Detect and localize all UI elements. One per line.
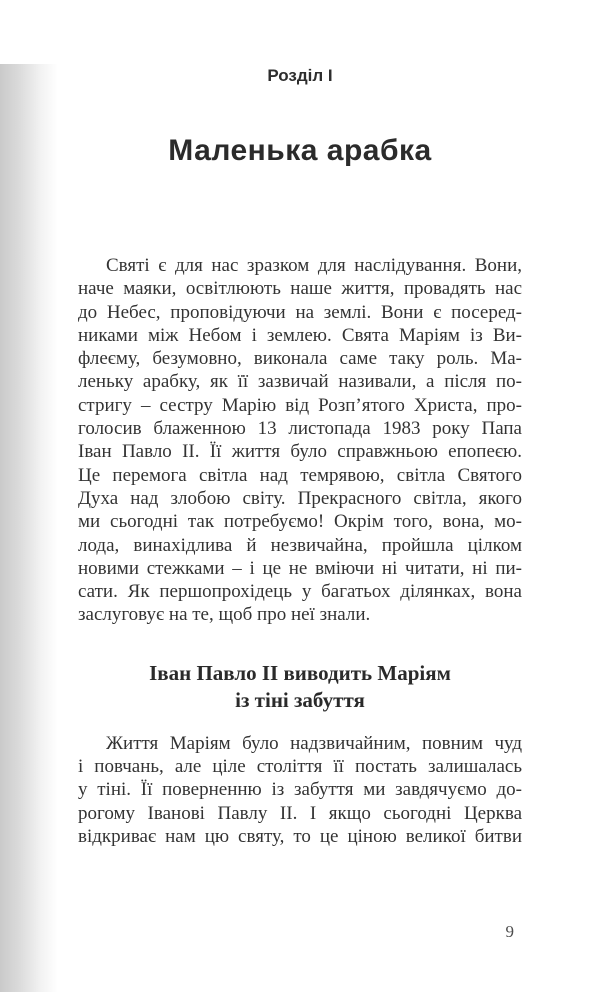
text-line: Іван Павло II. Її життя було справжньою епопеєю. (78, 441, 522, 463)
chapter-label: Розділ I (267, 66, 333, 85)
text-line: Життя Маріям було надзвичайним, повним чуд (106, 732, 522, 754)
text-line: леньку арабку, як її зазвичай називали, а після по- (78, 371, 522, 393)
text-line: сати. Як першопрохідець у багатьох ділянках, вона (78, 581, 522, 603)
book-page (0, 64, 600, 992)
text-line: Іван Павло II виводить Маріям (149, 660, 451, 685)
text-line: лода, винахідлива й незвичайна, пройшла цілком (78, 534, 522, 556)
text-line: заслуговує на те, щоб про неї знали. (78, 604, 371, 626)
section-heading (78, 660, 522, 714)
paragraph-2 (78, 732, 522, 848)
text-line: Це перемога світла над темрявою, світла Святого (78, 464, 522, 486)
page-number: 9 (505, 922, 514, 941)
text-line: до Небес, проповідуючи на землі. Вони є посеред- (78, 301, 522, 323)
text-line: відкриває нам цю святу, то це ціною великої битви (78, 825, 522, 847)
text-line: никами між Небом і землею. Свята Маріям із Ви- (78, 324, 522, 346)
text-line: ми сьогодні так потребуємо! Окрім того, вона, мо- (78, 511, 522, 533)
text-line: Святі є для нас зразком для наслідування. Вони, (106, 255, 522, 276)
text-line: флеєму, безумовно, виконала саме таку роль. Ма- (78, 348, 522, 370)
text-line: рогому Іванові Павлу II. І якщо сьогодні Церква (78, 802, 522, 824)
text-line: стригу – сестру Марію від Розп’ятого Христа, про- (78, 394, 522, 416)
text-line: і повчань, але ціле століття її постать залишалась (78, 756, 522, 778)
text-line: із тіні забуття (235, 687, 365, 712)
text-line: Духа над злобою світу. Прекрасного світла, якого (78, 487, 522, 509)
page-title: Маленька арабка (168, 134, 432, 167)
text-line: наче маяки, освітлюють наше життя, провадять нас (78, 278, 522, 300)
text-line: новими стежками – і це не вміючи ні читати, ні пи- (78, 557, 522, 579)
page-content (0, 64, 600, 848)
text-line: у тіні. Її поверненню із забуття ми завдячуємо до- (78, 779, 522, 801)
text-line: голосив блаженною 13 листопада 1983 року Папа (78, 418, 522, 440)
paragraph-1 (78, 254, 522, 627)
